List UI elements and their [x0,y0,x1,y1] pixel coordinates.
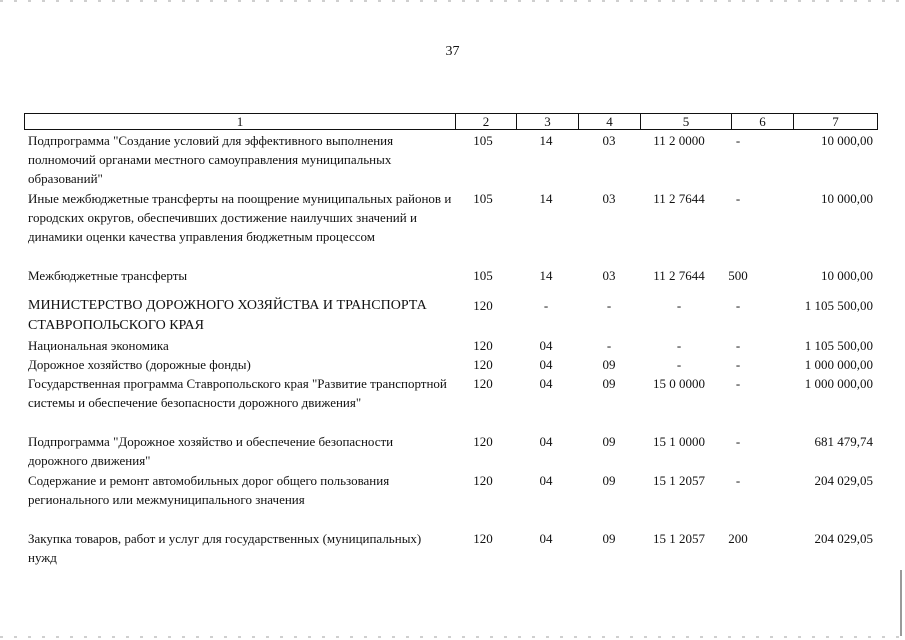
row-subsection: 09 [602,434,616,449]
row-section: 04 [539,473,553,488]
row-amount: 10 000,00 [821,133,873,148]
row-ministry-code: 105 [473,133,493,148]
row-name: Содержание и ремонт автомобильных дорог общего пользования регионального или межмуниципального значения [28,473,390,507]
row-program-code: 15 1 2057 [653,531,705,546]
row-subsection: 09 [602,376,616,391]
row-subsection: 03 [602,268,616,283]
row-program-code: - [676,298,682,313]
row-subsection: 09 [602,357,616,372]
row-name: Государственная программа Ставропольского края "Развитие транспортной системы и обеспечение безопасности дорожного движения" [28,376,447,410]
row-section: 04 [539,434,553,449]
header-col-1: 1 [236,114,244,129]
row-program-code: - [676,357,682,372]
header-col-2: 2 [482,114,490,129]
row-section: 04 [539,531,553,546]
row-name: Национальная экономика [28,338,169,353]
row-subsection: 09 [602,531,616,546]
row-amount: 1 105 500,00 [804,298,873,313]
row-name: Подпрограмма "Дорожное хозяйство и обеспечение безопасности дорожного движения" [28,434,394,468]
row-amount: 10 000,00 [821,191,873,206]
row-name: Дорожное хозяйство (дорожные фонды) [28,357,251,372]
row-program-code: - [676,338,682,353]
row-expense-type: - [735,473,741,488]
row-ministry-code: 120 [473,376,493,391]
row-ministry-code: 120 [473,434,493,449]
header-col-3: 3 [544,114,551,129]
row-name: МИНИСТЕРСТВО ДОРОЖНОГО ХОЗЯЙСТВА И ТРАНСПОРТА СТАВРОПОЛЬСКОГО КРАЯ [28,298,427,333]
row-program-code: 11 2 7644 [653,191,705,206]
scan-artifact-bottom [0,636,905,638]
row-amount: 1 000 000,00 [804,357,873,372]
row-ministry-code: 120 [473,531,493,546]
row-program-code: 15 1 0000 [653,434,705,449]
page-number: 37 [445,44,460,59]
row-amount: 681 479,74 [814,434,873,449]
row-name: Межбюджетные трансферты [28,268,188,283]
row-expense-type: - [735,376,741,391]
row-expense-type: - [735,191,741,206]
row-amount: 1 000 000,00 [804,376,873,391]
header-col-4: 4 [606,114,613,129]
row-expense-type: - [735,338,741,353]
header-col-6: 6 [759,114,766,129]
row-expense-type: 500 [728,268,748,283]
header-col-7: 7 [832,114,839,129]
row-program-code: 15 1 2057 [653,473,705,488]
row-section: - [543,298,549,313]
row-expense-type: - [735,298,741,313]
row-ministry-code: 105 [473,191,493,206]
row-name: Подпрограмма "Создание условий для эффективного выполнения полномочий органами местного самоуправления муниципальных образований" [28,133,394,186]
row-subsection: 09 [602,473,616,488]
row-subsection: - [606,298,612,313]
row-expense-type: - [735,133,741,148]
scan-artifact-top [0,0,905,2]
row-ministry-code: 120 [473,338,493,353]
scan-artifact-right [900,570,902,636]
row-amount: 204 029,05 [814,531,873,546]
row-subsection: 03 [602,191,616,206]
row-amount: 1 105 500,00 [804,338,873,353]
row-expense-type: 200 [728,531,748,546]
row-amount: 204 029,05 [814,473,873,488]
row-ministry-code: 105 [473,268,493,283]
row-ministry-code: 120 [473,298,493,313]
row-section: 04 [539,357,553,372]
row-program-code: 11 2 7644 [653,268,705,283]
row-section: 14 [539,191,553,206]
row-name: Иные межбюджетные трансферты на поощрение муниципальных районов и городских округов, обеспечивших достижение наилучших значений и динамики оценки качества управления бюджетным процессом [28,191,452,244]
row-ministry-code: 120 [473,473,493,488]
table-header [24,113,878,130]
row-expense-type: - [735,357,741,372]
header-col-5: 5 [682,114,690,129]
row-section: 04 [539,338,553,353]
row-program-code: 11 2 0000 [653,133,705,148]
row-ministry-code: 120 [473,357,493,372]
row-section: 14 [539,268,553,283]
row-section: 14 [539,133,553,148]
row-section: 04 [539,376,553,391]
row-name: Закупка товаров, работ и услуг для государственных (муниципальных) нужд [28,531,422,565]
row-amount: 10 000,00 [821,268,873,283]
row-expense-type: - [735,434,741,449]
row-subsection: - [606,338,612,353]
row-program-code: 15 0 0000 [653,376,705,391]
row-subsection: 03 [602,133,616,148]
